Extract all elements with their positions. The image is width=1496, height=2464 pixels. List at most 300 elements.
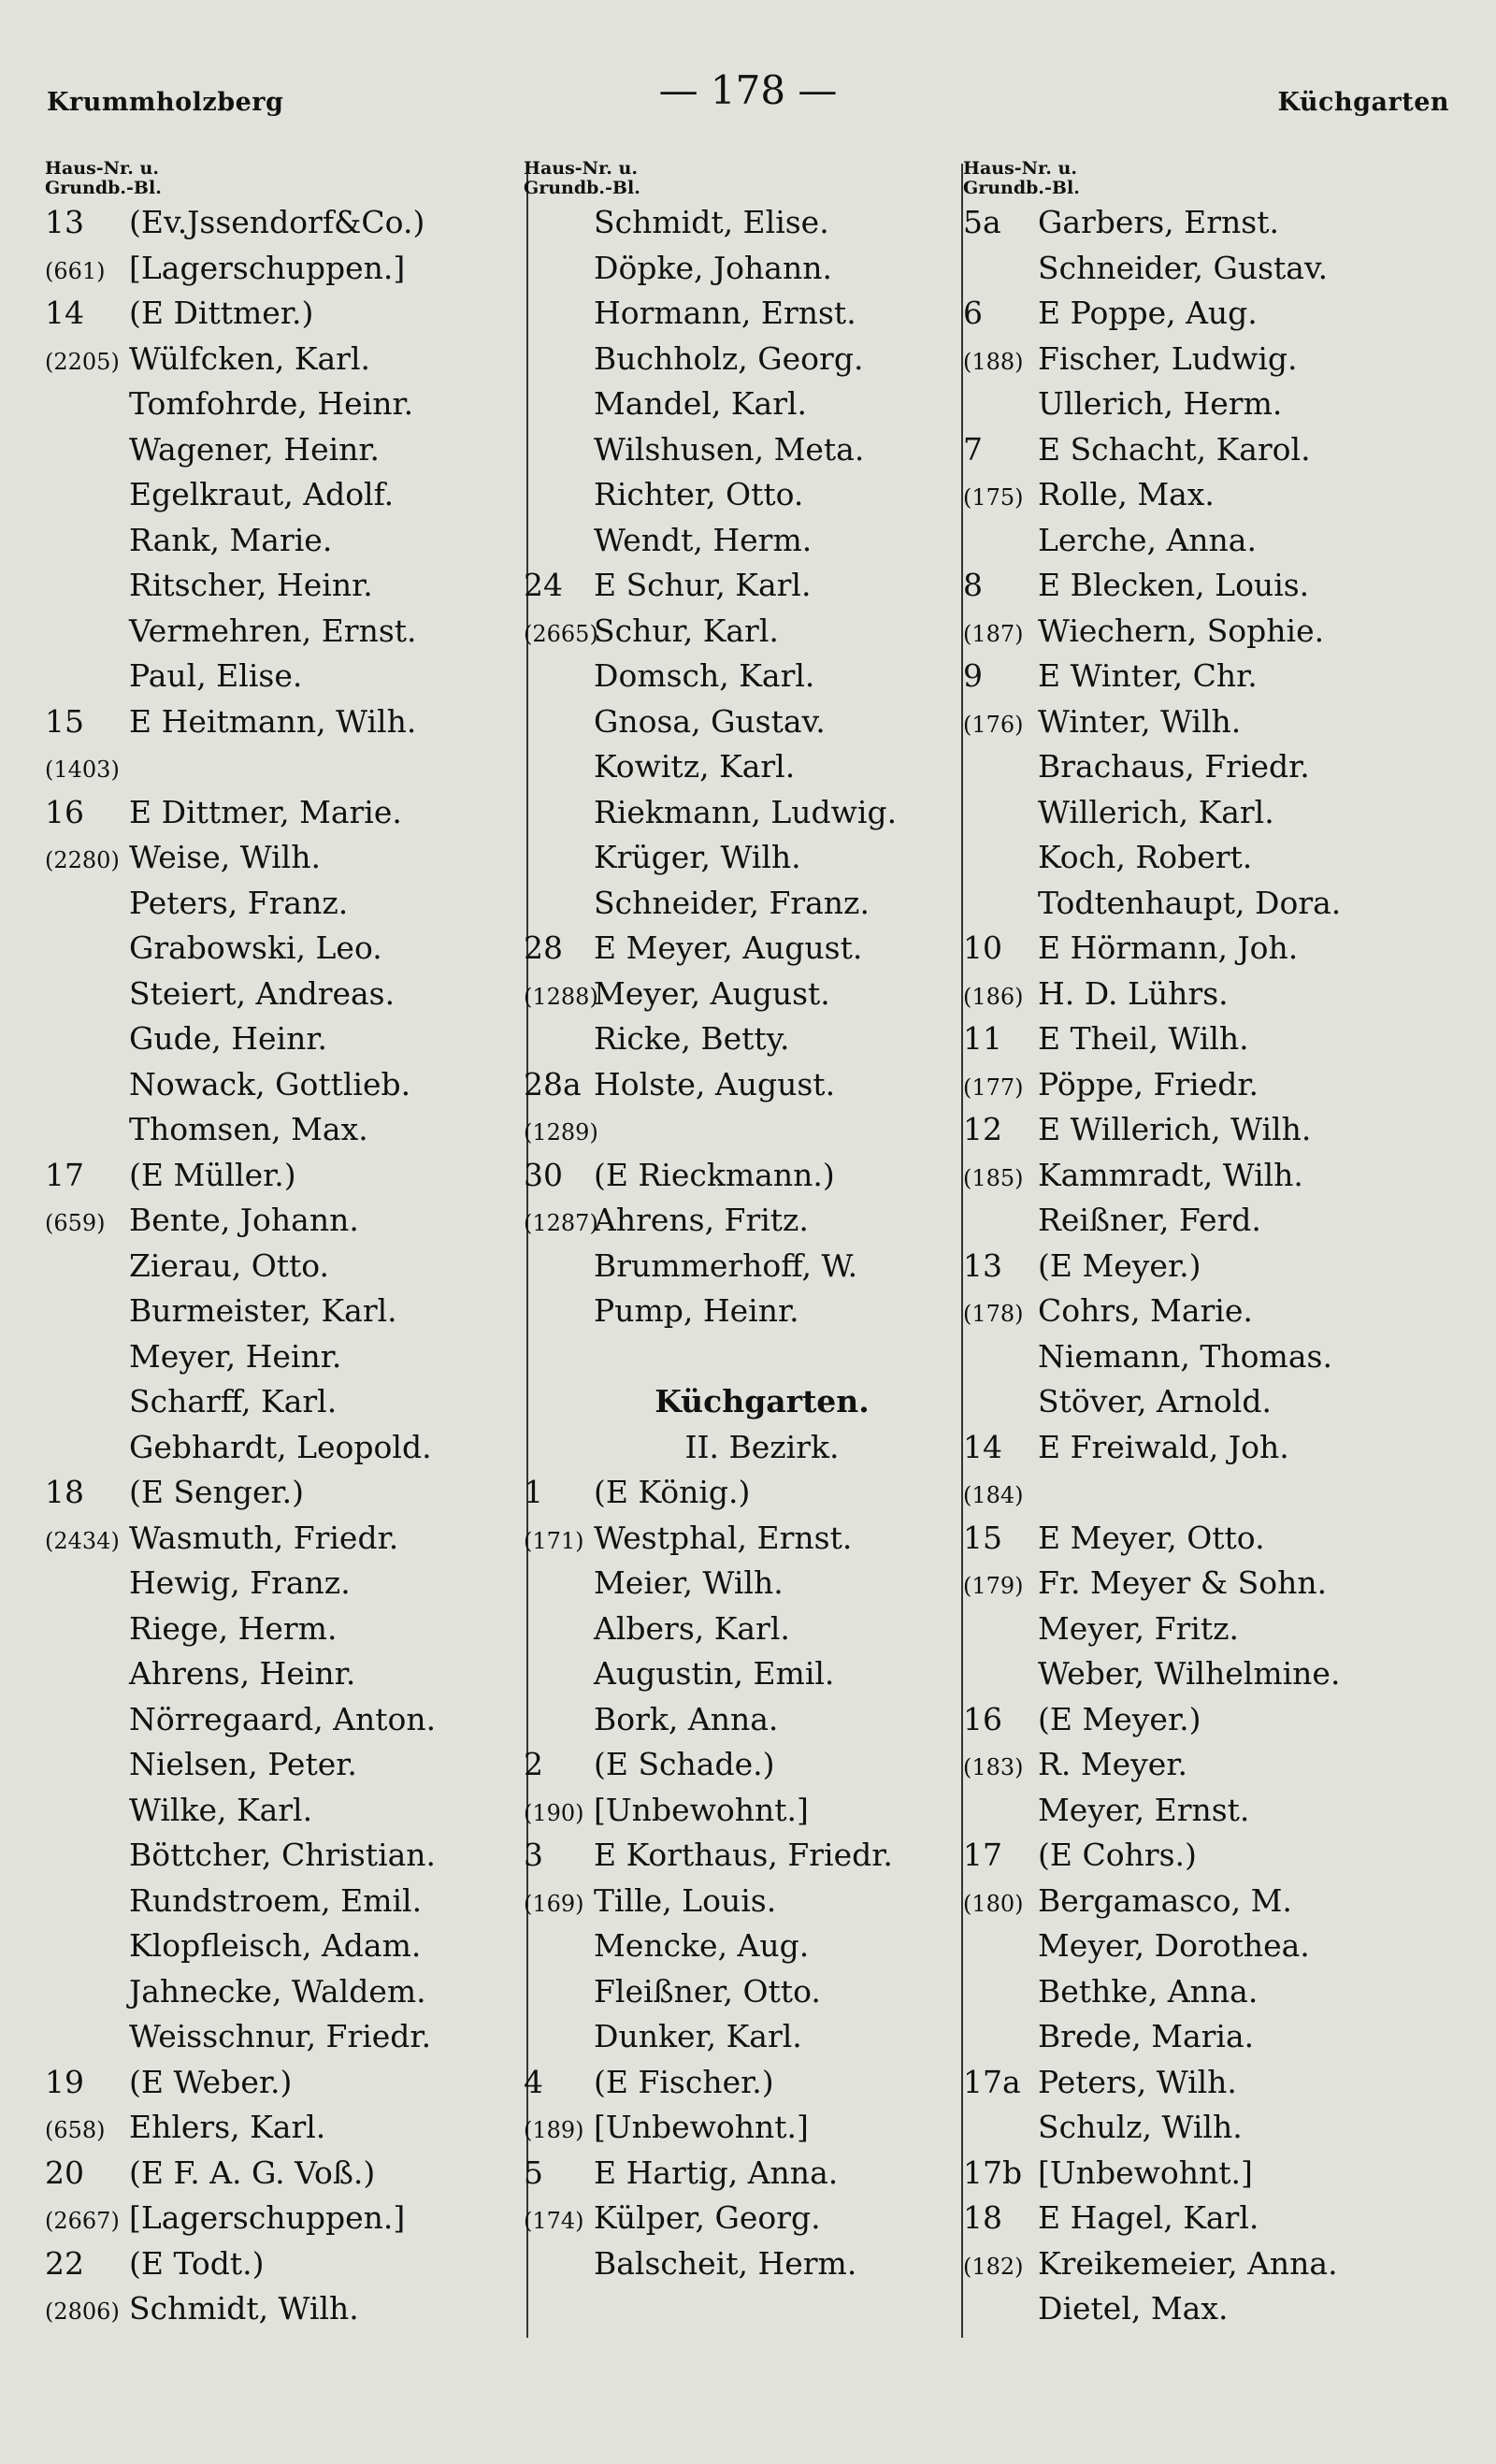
directory-entry [45, 2286, 522, 2332]
directory-entry [963, 926, 1445, 972]
directory-entry [45, 790, 522, 836]
directory-entry [524, 1062, 1000, 1108]
directory-entry [45, 1198, 522, 1244]
directory-entry [45, 382, 522, 427]
resident-name: Hewig, Franz. [129, 1564, 351, 1601]
resident-name: Wülfcken, Karl. [129, 339, 370, 377]
house-number: 11 [963, 1020, 1002, 1057]
directory-entry [963, 1651, 1445, 1697]
directory-entry [963, 1470, 1445, 1516]
resident-name: Peters, Wilh. [1038, 2063, 1237, 2100]
land-register-number: (2806) [45, 2298, 120, 2325]
land-register-number: (2205) [45, 348, 120, 375]
house-number: 18 [963, 2199, 1002, 2236]
resident-name: [Lagerschuppen.] [129, 249, 406, 286]
land-register-number: (1288) [524, 983, 598, 1010]
resident-name: E Poppe, Aug. [1038, 295, 1258, 331]
resident-name: Augustin, Emil. [594, 1655, 835, 1692]
house-number: 5a [963, 204, 1001, 240]
house-number: 12 [963, 1111, 1002, 1147]
house-number: 13 [963, 1246, 1002, 1284]
directory-entry [45, 2014, 522, 2060]
resident-name: Fischer, Ludwig. [1038, 339, 1298, 377]
resident-name: Westphal, Ernst. [594, 1519, 853, 1556]
directory-entry [524, 2014, 1000, 2060]
directory-entry [524, 1697, 1000, 1743]
house-number: 13 [45, 204, 84, 240]
resident-name: Kreikemeier, Anna. [1038, 2244, 1338, 2282]
resident-name: Schmidt, Wilh. [129, 2290, 359, 2327]
directory-entry [524, 1244, 1000, 1290]
resident-name: [Unbewohnt.] [594, 1791, 809, 1828]
directory-entry [963, 1924, 1445, 1969]
resident-name: Albers, Karl. [594, 1609, 790, 1647]
resident-name: E Meyer, Otto. [1038, 1519, 1265, 1556]
directory-entry [45, 1697, 522, 1743]
house-number: 28 [524, 929, 563, 966]
resident-name: Pump, Heinr. [594, 1292, 799, 1329]
resident-name: Bergamasco, M. [1038, 1881, 1292, 1919]
directory-entry [524, 926, 1000, 972]
directory-entry [524, 337, 1000, 382]
resident-name: Reißner, Ferd. [1038, 1202, 1261, 1238]
resident-name: (Ev.Jssendorf&Co.) [129, 204, 425, 240]
land-register-number: (1287) [524, 1210, 598, 1236]
resident-name: Riege, Herm. [129, 1609, 338, 1647]
resident-name: Fr. Meyer & Sohn. [1038, 1564, 1328, 1601]
resident-name: Meyer, Fritz. [1038, 1609, 1239, 1647]
directory-entry [963, 427, 1445, 473]
resident-name: Dunker, Karl. [594, 2018, 802, 2054]
resident-name: E Meyer, August. [594, 929, 863, 966]
resident-name: Kowitz, Karl. [594, 748, 796, 785]
resident-name: Böttcher, Christian. [129, 1837, 437, 1873]
directory-entry [524, 518, 1000, 564]
land-register-number: (2665) [524, 620, 598, 647]
resident-name: Richter, Otto. [594, 476, 804, 512]
resident-name: (E Schade.) [594, 1746, 775, 1782]
resident-name: (E Müller.) [129, 1156, 296, 1193]
directory-entry [963, 972, 1445, 1017]
land-register-number: (2434) [45, 1527, 120, 1554]
land-register-number: (188) [963, 348, 1024, 375]
resident-name: Kammradt, Wilh. [1038, 1156, 1303, 1193]
directory-entry [963, 1289, 1445, 1334]
directory-entry [963, 609, 1445, 655]
resident-name: Winter, Wilh. [1038, 702, 1242, 740]
directory-entry [963, 2014, 1445, 2060]
directory-entry [524, 1924, 1000, 1969]
directory-entry [963, 1969, 1445, 2015]
house-number: 5 [524, 2154, 543, 2191]
directory-entry [963, 1379, 1445, 1425]
house-number: 17 [963, 1837, 1002, 1873]
directory-entry [45, 654, 522, 699]
resident-name: Zierau, Otto. [129, 1246, 330, 1284]
resident-name: Garbers, Ernst. [1038, 204, 1279, 240]
resident-name: Gebhardt, Leopold. [129, 1428, 432, 1465]
resident-list [963, 200, 1445, 2332]
directory-entry [45, 1742, 522, 1788]
directory-entry [963, 472, 1445, 518]
directory-entry [45, 472, 522, 518]
directory-entry [524, 609, 1000, 655]
resident-list [524, 1470, 1000, 2286]
directory-entry [963, 790, 1445, 836]
resident-name: R. Meyer. [1038, 1746, 1187, 1782]
resident-name: E Korthaus, Friedr. [594, 1837, 893, 1873]
directory-entry [524, 1969, 1000, 2015]
resident-name: [Lagerschuppen.] [129, 2199, 406, 2236]
directory-entry [963, 2286, 1445, 2332]
directory-entry [963, 1107, 1445, 1153]
directory-entry [524, 1153, 1000, 1199]
directory-entry [524, 563, 1000, 609]
column-1 [45, 159, 522, 2332]
directory-entry [45, 1607, 522, 1652]
directory-entry [45, 744, 522, 790]
resident-name: Schneider, Gustav. [1038, 249, 1329, 286]
directory-entry [45, 1244, 522, 1290]
resident-name: Paul, Elise. [129, 657, 303, 694]
directory-entry [524, 699, 1000, 745]
resident-name: Jahnecke, Waldem. [129, 1972, 426, 2010]
land-register-number: (661) [45, 257, 106, 284]
house-number: 16 [963, 1700, 1002, 1737]
page-header [47, 67, 1449, 123]
directory-entry [963, 881, 1445, 927]
directory-entry [524, 654, 1000, 699]
land-register-number: (190) [524, 1799, 584, 1826]
house-number: 10 [963, 929, 1002, 966]
resident-name: [Unbewohnt.] [594, 2109, 809, 2145]
resident-name: Koch, Robert. [1038, 839, 1253, 875]
house-number: 17b [963, 2154, 1023, 2191]
directory-entry [524, 472, 1000, 518]
directory-entry [524, 744, 1000, 790]
resident-name: Ehlers, Karl. [129, 2109, 326, 2145]
directory-entry [524, 200, 1000, 246]
house-number: 24 [524, 567, 563, 603]
resident-name: Niemann, Thomas. [1038, 1337, 1332, 1375]
resident-name: Wasmuth, Friedr. [129, 1519, 399, 1556]
directory-entry [524, 2196, 1000, 2241]
resident-name: Scharff, Karl. [129, 1383, 338, 1419]
resident-name: Brachaus, Friedr. [1038, 748, 1310, 785]
land-register-number: (1403) [45, 756, 120, 783]
directory-entry [963, 1016, 1445, 1062]
directory-entry [963, 1742, 1445, 1788]
directory-entry [45, 881, 522, 927]
resident-name: (E Meyer.) [1038, 1700, 1201, 1737]
directory-entry [45, 1425, 522, 1471]
resident-name: Wiechern, Sophie. [1038, 612, 1325, 649]
resident-name: E Hagel, Karl. [1038, 2199, 1259, 2236]
directory-entry [45, 2105, 522, 2151]
column-heading: Haus-Nr. u. Grundb.-Bl. [963, 158, 1080, 198]
land-register-number: (187) [963, 620, 1024, 647]
directory-entry [524, 835, 1000, 881]
resident-name: Balscheit, Herm. [594, 2244, 857, 2282]
column-2 [524, 159, 1000, 2286]
land-register-number: (169) [524, 1890, 584, 1917]
resident-name: [Unbewohnt.] [1038, 2154, 1253, 2191]
resident-name: (E F. A. G. Voß.) [129, 2154, 376, 2191]
resident-name: Mencke, Aug. [594, 1927, 810, 1964]
resident-name: Klopfleisch, Adam. [129, 1927, 422, 1964]
resident-name: Rolle, Max. [1038, 476, 1215, 512]
directory-entry [45, 1879, 522, 1924]
resident-name: E Hörmann, Joh. [1038, 929, 1299, 966]
resident-name: Dietel, Max. [1038, 2290, 1229, 2327]
directory-entry [963, 2105, 1445, 2151]
resident-name: E Winter, Chr. [1038, 657, 1258, 694]
directory-entry [45, 1833, 522, 1879]
land-register-number: (189) [524, 2117, 584, 2143]
resident-list [524, 200, 1000, 1334]
directory-entry [963, 699, 1445, 745]
resident-name: Weisschnur, Friedr. [129, 2018, 432, 2054]
resident-name: Bethke, Anna. [1038, 1972, 1259, 2010]
resident-name: (E Fischer.) [594, 2063, 774, 2100]
resident-name: Gnosa, Gustav. [594, 702, 826, 740]
resident-name: Wagener, Heinr. [129, 430, 381, 468]
resident-name: Wilshusen, Meta. [594, 430, 865, 468]
resident-name: Weise, Wilh. [129, 839, 321, 875]
resident-list [45, 200, 522, 2332]
land-register-number: (175) [963, 484, 1024, 511]
resident-name: Ullerich, Herm. [1038, 385, 1283, 422]
resident-name: Ritscher, Heinr. [129, 567, 373, 603]
house-number: 30 [524, 1156, 563, 1193]
directory-entry [524, 1607, 1000, 1652]
directory-entry [45, 1062, 522, 1108]
house-number: 1 [524, 1474, 543, 1510]
resident-name: E Theil, Wilh. [1038, 1020, 1249, 1057]
resident-name: Riekmann, Ludwig. [594, 793, 898, 830]
directory-entry [45, 2241, 522, 2287]
house-number: 9 [963, 657, 983, 694]
directory-entry [45, 609, 522, 655]
directory-entry [45, 518, 522, 564]
house-number: 14 [963, 1428, 1002, 1465]
directory-entry [524, 1561, 1000, 1607]
directory-entry [45, 1788, 522, 1834]
directory-entry [963, 2151, 1445, 2197]
running-head-left: Krummholzberg [47, 88, 284, 117]
directory-entry [963, 1198, 1445, 1244]
resident-name: Schneider, Franz. [594, 884, 870, 921]
resident-name: Rank, Marie. [129, 521, 333, 558]
resident-name: (E König.) [594, 1474, 751, 1510]
house-number: 22 [45, 2244, 84, 2282]
resident-name: E Willerich, Wilh. [1038, 1111, 1312, 1147]
resident-name: (E Dittmer.) [129, 295, 314, 331]
directory-entry [524, 1016, 1000, 1062]
house-number: 4 [524, 2063, 543, 2100]
resident-name: Ricke, Betty. [594, 1020, 790, 1057]
resident-name: Todtenhaupt, Dora. [1038, 884, 1342, 921]
resident-name: Peters, Franz. [129, 884, 349, 921]
resident-name: Schmidt, Elise. [594, 204, 829, 240]
resident-name: Lerche, Anna. [1038, 521, 1257, 558]
directory-entry [524, 291, 1000, 337]
resident-name: Stöver, Arnold. [1038, 1383, 1272, 1419]
directory-entry [524, 972, 1000, 1017]
directory-entry [963, 1153, 1445, 1199]
house-number: 16 [45, 793, 84, 830]
directory-entry [963, 1334, 1445, 1380]
directory-entry [963, 1607, 1445, 1652]
resident-name: H. D. Lührs. [1038, 974, 1229, 1012]
land-register-number: (184) [963, 1482, 1024, 1508]
resident-name: Pöppe, Friedr. [1038, 1065, 1259, 1102]
directory-entry [963, 744, 1445, 790]
resident-name: Schur, Karl. [594, 612, 779, 649]
resident-name: Burmeister, Karl. [129, 1292, 397, 1329]
resident-name: Krüger, Wilh. [594, 839, 801, 875]
resident-name: (E Rieckmann.) [594, 1156, 835, 1193]
land-register-number: (174) [524, 2208, 584, 2234]
directory-entry [963, 382, 1445, 427]
resident-name: Bork, Anna. [594, 1700, 779, 1737]
directory-entry [45, 972, 522, 1017]
resident-name: Schulz, Wilh. [1038, 2109, 1243, 2145]
land-register-number: (2667) [45, 2208, 120, 2234]
directory-entry [45, 1924, 522, 1969]
directory-entry [524, 1198, 1000, 1244]
directory-entry [45, 563, 522, 609]
column-heading: Haus-Nr. u. Grundb.-Bl. [45, 158, 162, 198]
house-number: 17 [45, 1156, 84, 1193]
resident-name: Bente, Johann. [129, 1202, 359, 1238]
house-number: 14 [45, 295, 84, 331]
directory-entry [963, 1062, 1445, 1108]
directory-entry [45, 699, 522, 745]
resident-name: E Freiwald, Joh. [1038, 1428, 1289, 1465]
land-register-number: (180) [963, 1890, 1024, 1917]
directory-entry [45, 1153, 522, 1199]
directory-entry [45, 291, 522, 337]
house-number: 15 [45, 702, 84, 740]
resident-name: Wilke, Karl. [129, 1791, 313, 1828]
resident-name: Külper, Georg. [594, 2199, 821, 2236]
land-register-number: (1289) [524, 1119, 598, 1146]
resident-name: Meyer, August. [594, 974, 830, 1012]
directory-entry [963, 246, 1445, 292]
resident-name: E Dittmer, Marie. [129, 793, 402, 830]
land-register-number: (185) [963, 1164, 1024, 1191]
resident-name: (E Senger.) [129, 1474, 305, 1510]
resident-name: Vermehren, Ernst. [129, 612, 417, 649]
directory-entry [45, 835, 522, 881]
resident-name: Meyer, Ernst. [1038, 1791, 1250, 1828]
directory-entry [524, 382, 1000, 427]
land-register-number: (2280) [45, 847, 120, 873]
directory-entry [524, 2151, 1000, 2197]
directory-entry [524, 1651, 1000, 1697]
resident-name: E Heitmann, Wilh. [129, 702, 417, 740]
directory-entry [45, 2151, 522, 2197]
directory-entry [45, 1470, 522, 1516]
resident-name: Nowack, Gottlieb. [129, 1065, 411, 1102]
directory-entry [524, 1289, 1000, 1334]
directory-entry [45, 2196, 522, 2241]
directory-entry [45, 2060, 522, 2106]
directory-entry [963, 1516, 1445, 1562]
directory-entry [963, 1833, 1445, 1879]
directory-entry [45, 1561, 522, 1607]
resident-name: Meier, Wilh. [594, 1564, 784, 1601]
directory-entry [963, 835, 1445, 881]
directory-entry [45, 1379, 522, 1425]
directory-entry [45, 926, 522, 972]
resident-name: Rundstroem, Emil. [129, 1881, 423, 1919]
house-number: 2 [524, 1746, 543, 1782]
resident-name: Mandel, Karl. [594, 385, 808, 422]
directory-entry [963, 1697, 1445, 1743]
directory-entry [524, 1107, 1000, 1153]
resident-name: Tille, Louis. [594, 1881, 777, 1919]
resident-name: Thomsen, Max. [129, 1111, 368, 1147]
resident-name: Ahrens, Heinr. [129, 1655, 356, 1692]
resident-name: Willerich, Karl. [1038, 793, 1274, 830]
directory-entry [963, 1561, 1445, 1607]
resident-name: Nörregaard, Anton. [129, 1700, 437, 1737]
resident-name: Buchholz, Georg. [594, 339, 864, 377]
resident-name: Brummerhoff, W. [594, 1246, 858, 1284]
resident-name: Döpke, Johann. [594, 249, 832, 286]
resident-name: Steiert, Andreas. [129, 974, 396, 1012]
land-register-number: (659) [45, 1210, 106, 1236]
land-register-number: (171) [524, 1527, 584, 1554]
directory-entry [45, 1016, 522, 1062]
directory-entry [524, 2060, 1000, 2106]
resident-name: (E Weber.) [129, 2063, 293, 2100]
house-number: 28a [524, 1065, 582, 1102]
resident-name: Weber, Wilhelmine. [1038, 1655, 1341, 1692]
resident-name: Holste, August. [594, 1065, 836, 1102]
directory-entry [45, 1334, 522, 1380]
directory-entry [45, 1651, 522, 1697]
directory-entry [963, 291, 1445, 337]
directory-entry [963, 2196, 1445, 2241]
resident-name: Wendt, Herm. [594, 521, 813, 558]
street-heading: Küchgarten. [654, 1383, 870, 1419]
directory-entry [963, 1879, 1445, 1924]
land-register-number: (186) [963, 983, 1024, 1010]
resident-name: Gude, Heinr. [129, 1020, 328, 1057]
directory-entry [963, 518, 1445, 564]
house-number: 8 [963, 567, 983, 603]
resident-name: Brede, Maria. [1038, 2018, 1255, 2054]
directory-entry [524, 2105, 1000, 2151]
house-number: 6 [963, 295, 983, 331]
directory-entry [524, 1470, 1000, 1516]
land-register-number: (182) [963, 2253, 1024, 2280]
resident-name: (E Todt.) [129, 2244, 265, 2282]
land-register-number: (178) [963, 1301, 1024, 1327]
land-register-number: (179) [963, 1573, 1024, 1599]
resident-name: Nielsen, Peter. [129, 1746, 357, 1782]
directory-entry [45, 337, 522, 382]
directory-entry [45, 427, 522, 473]
house-number: 17a [963, 2063, 1021, 2100]
land-register-number: (177) [963, 1073, 1024, 1101]
house-number: 3 [524, 1837, 543, 1873]
directory-entry [524, 1742, 1000, 1788]
land-register-number: (183) [963, 1754, 1024, 1780]
